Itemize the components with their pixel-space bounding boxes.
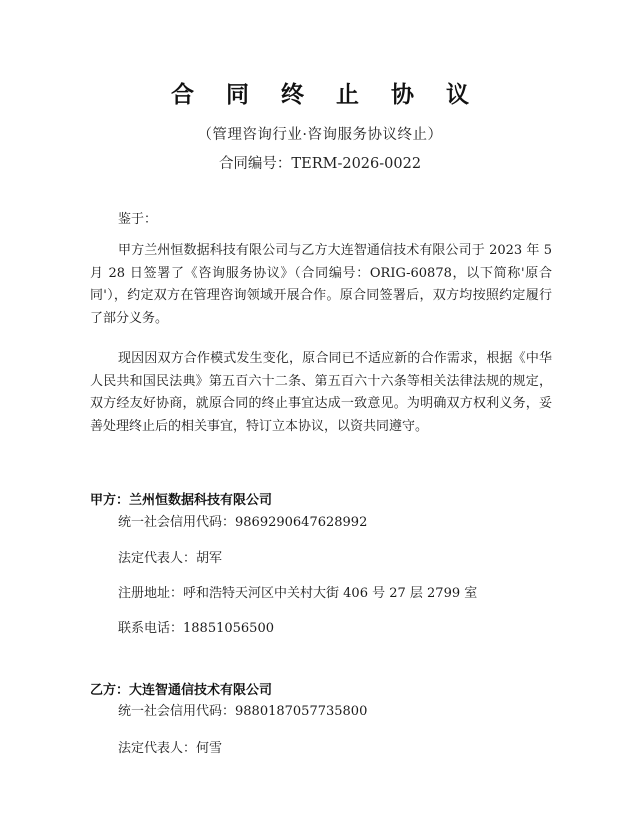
party-b-credit-code-label: 统一社会信用代码： — [118, 704, 236, 719]
party-a-phone — [118, 617, 274, 636]
party-a-legal-rep — [118, 547, 222, 566]
party-a-phone-value: 18851056500 — [183, 621, 274, 636]
party-a-address-value: 呼和浩特天河区中关村大街 406 号 27 层 2799 室 — [183, 586, 478, 601]
party-b-heading: 乙方：大连智通信技术有限公司 — [90, 683, 273, 698]
party-b-legal-rep-label: 法定代表人： — [118, 741, 197, 756]
party-b-legal-rep — [118, 737, 222, 756]
party-a-heading: 甲方：兰州恒数据科技有限公司 — [90, 493, 273, 508]
party-a-legal-rep-value: 胡军 — [196, 551, 223, 566]
whereas-label: 鉴于： — [118, 212, 158, 227]
document-subtitle: （管理咨询行业·咨询服务协议终止） — [197, 127, 443, 143]
party-b-credit-code-value: 9880187057735800 — [235, 704, 368, 719]
party-a-address — [118, 582, 477, 601]
document-title: 合 同 终 止 协 议 — [170, 82, 482, 108]
party-a-credit-code-value: 9869290647628992 — [235, 515, 368, 530]
recital-paragraph-1: 甲方兰州恒数据科技有限公司与乙方大连智通信技术有限公司于 2023 年 5 月 28 日签署了《咨询服务协议》（合同编号：ORIG-60878，以下简称'原合同'），约定双方在管理咨询领域开展合作。原合同签署后，双方均按照约定履行了部分义务。 — [90, 243, 552, 326]
party-b-legal-rep-value: 何雪 — [196, 741, 223, 756]
party-a-address-label: 注册地址： — [118, 586, 184, 601]
recital-paragraph-2: 现因因双方合作模式发生变化，原合同已不适应新的合作需求，根据《中华人民共和国民法典》第五百六十二条、第五百六十六条等相关法律法规的规定，双方经友好协商，就原合同的终止事宜达成一致意见。为明确双方权利义务，妥善处理终止后的相关事宜，特订立本协议，以资共同遵守。 — [90, 351, 552, 434]
party-a-credit-code — [118, 511, 367, 530]
party-b-credit-code — [118, 700, 367, 719]
party-a-phone-label: 联系电话： — [118, 621, 184, 636]
party-a-legal-rep-label: 法定代表人： — [118, 551, 197, 566]
party-a-credit-code-label: 统一社会信用代码： — [118, 515, 236, 530]
contract-number: 合同编号：TERM-2026-0022 — [218, 156, 422, 172]
